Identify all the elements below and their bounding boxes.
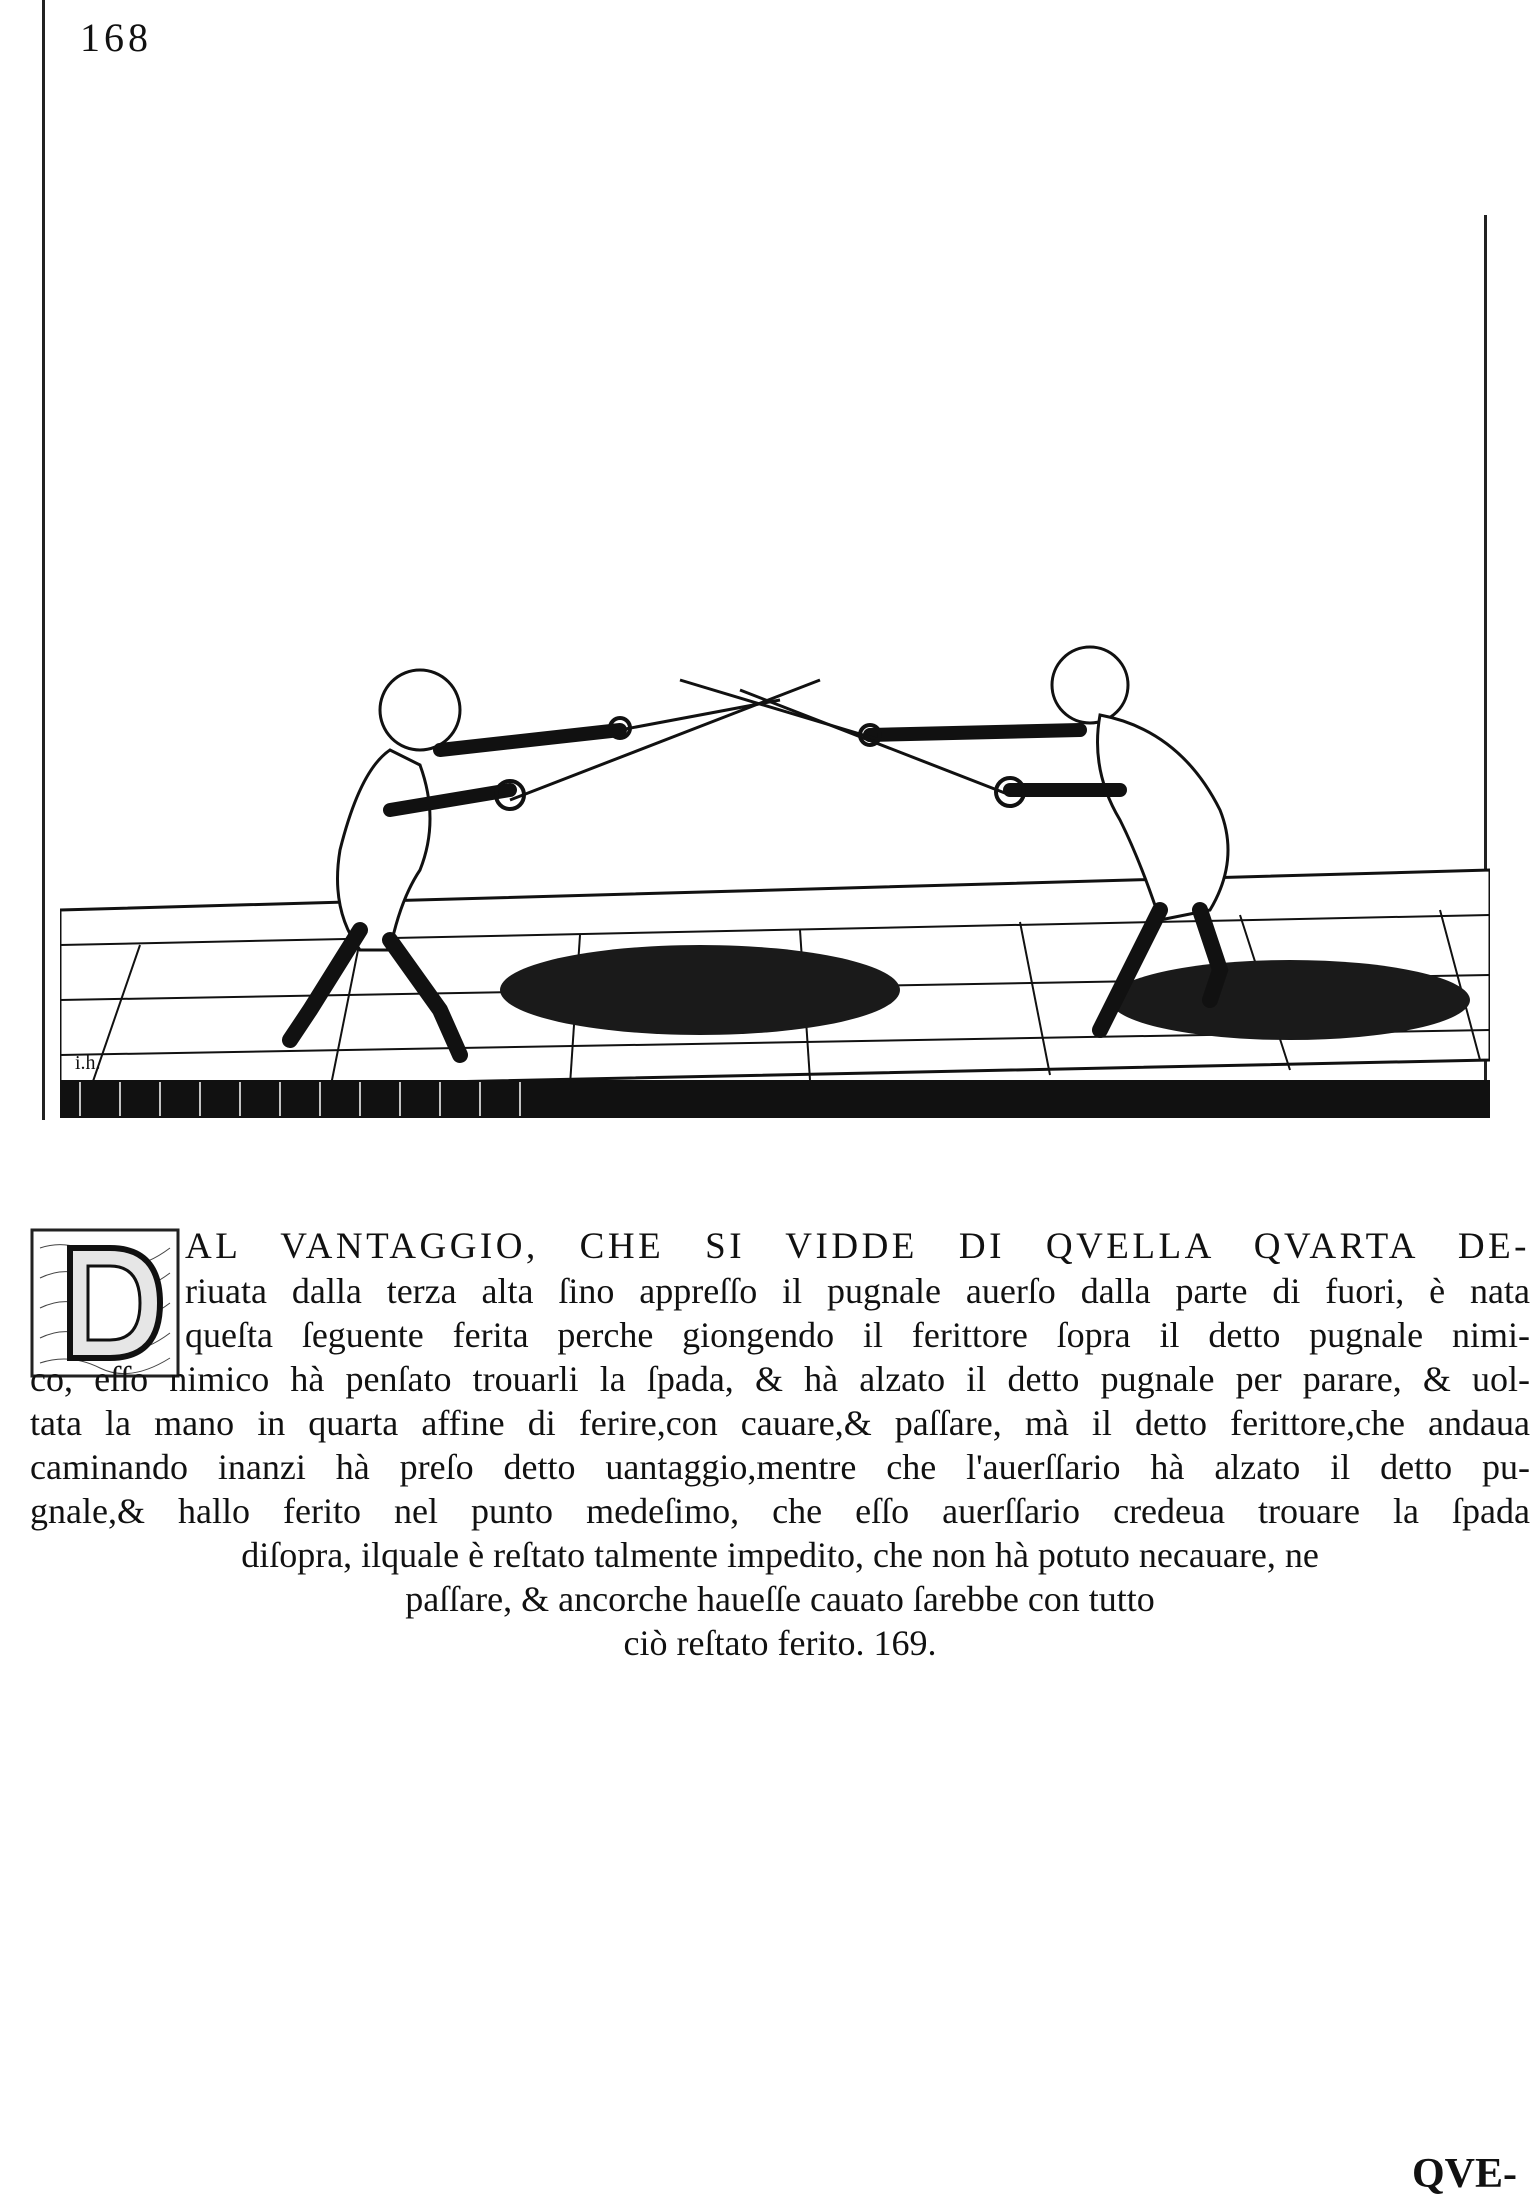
text-line: paſſare, & ancorche haueſſe cauato ſarebbe con tutto [405,1579,1155,1619]
page-number: 168 [80,15,152,60]
text-line: AL VANTAGGIO, CHE SI VIDDE DI QVELLA QVARTA DE- [185,1226,1530,1267]
text-line: ciò reſtato ferito. 169. [623,1623,937,1663]
text-line: riuata dalla terza alta ſino appreſſo il pugnale auerſo dalla parte di fuori, è nata [185,1271,1530,1311]
text-line: caminando inanzi hà preſo detto uantaggio,mentre che l'auerſſario hà alzato il detto pu- [30,1447,1530,1487]
floor-base [60,1080,1490,1118]
text-line: gnale,& hallo ferito nel punto medeſimo, che eſſo auerſſario credeua trouare la ſpada [30,1491,1530,1531]
text-line: tata la mano in quarta affine di ferire,con cauare,& paſſare, mà il detto ferittore,che andaua [30,1403,1530,1443]
text-line: diſopra, ilquale è reſtato talmente impedito, che non hà potuto necauare, ne [241,1535,1319,1575]
scan-edge-left [42,0,45,1120]
fencing-engraving [60,210,1490,1140]
shadow-left [500,945,900,1035]
engraver-signature: i.h. [75,1052,101,1074]
decorated-initial-d [30,1228,180,1378]
shadow-right [1110,960,1470,1040]
text-line: co, eſſo nimico hà penſato trouarli la ſpada, & hà alzato il detto pugnale per parare, & uol- [30,1359,1530,1399]
catchword: QVE- [1412,2151,1517,2197]
text-line: queſta ſeguente ferita perche giongendo il ferittore ſopra il detto pugnale nimi- [185,1315,1530,1355]
